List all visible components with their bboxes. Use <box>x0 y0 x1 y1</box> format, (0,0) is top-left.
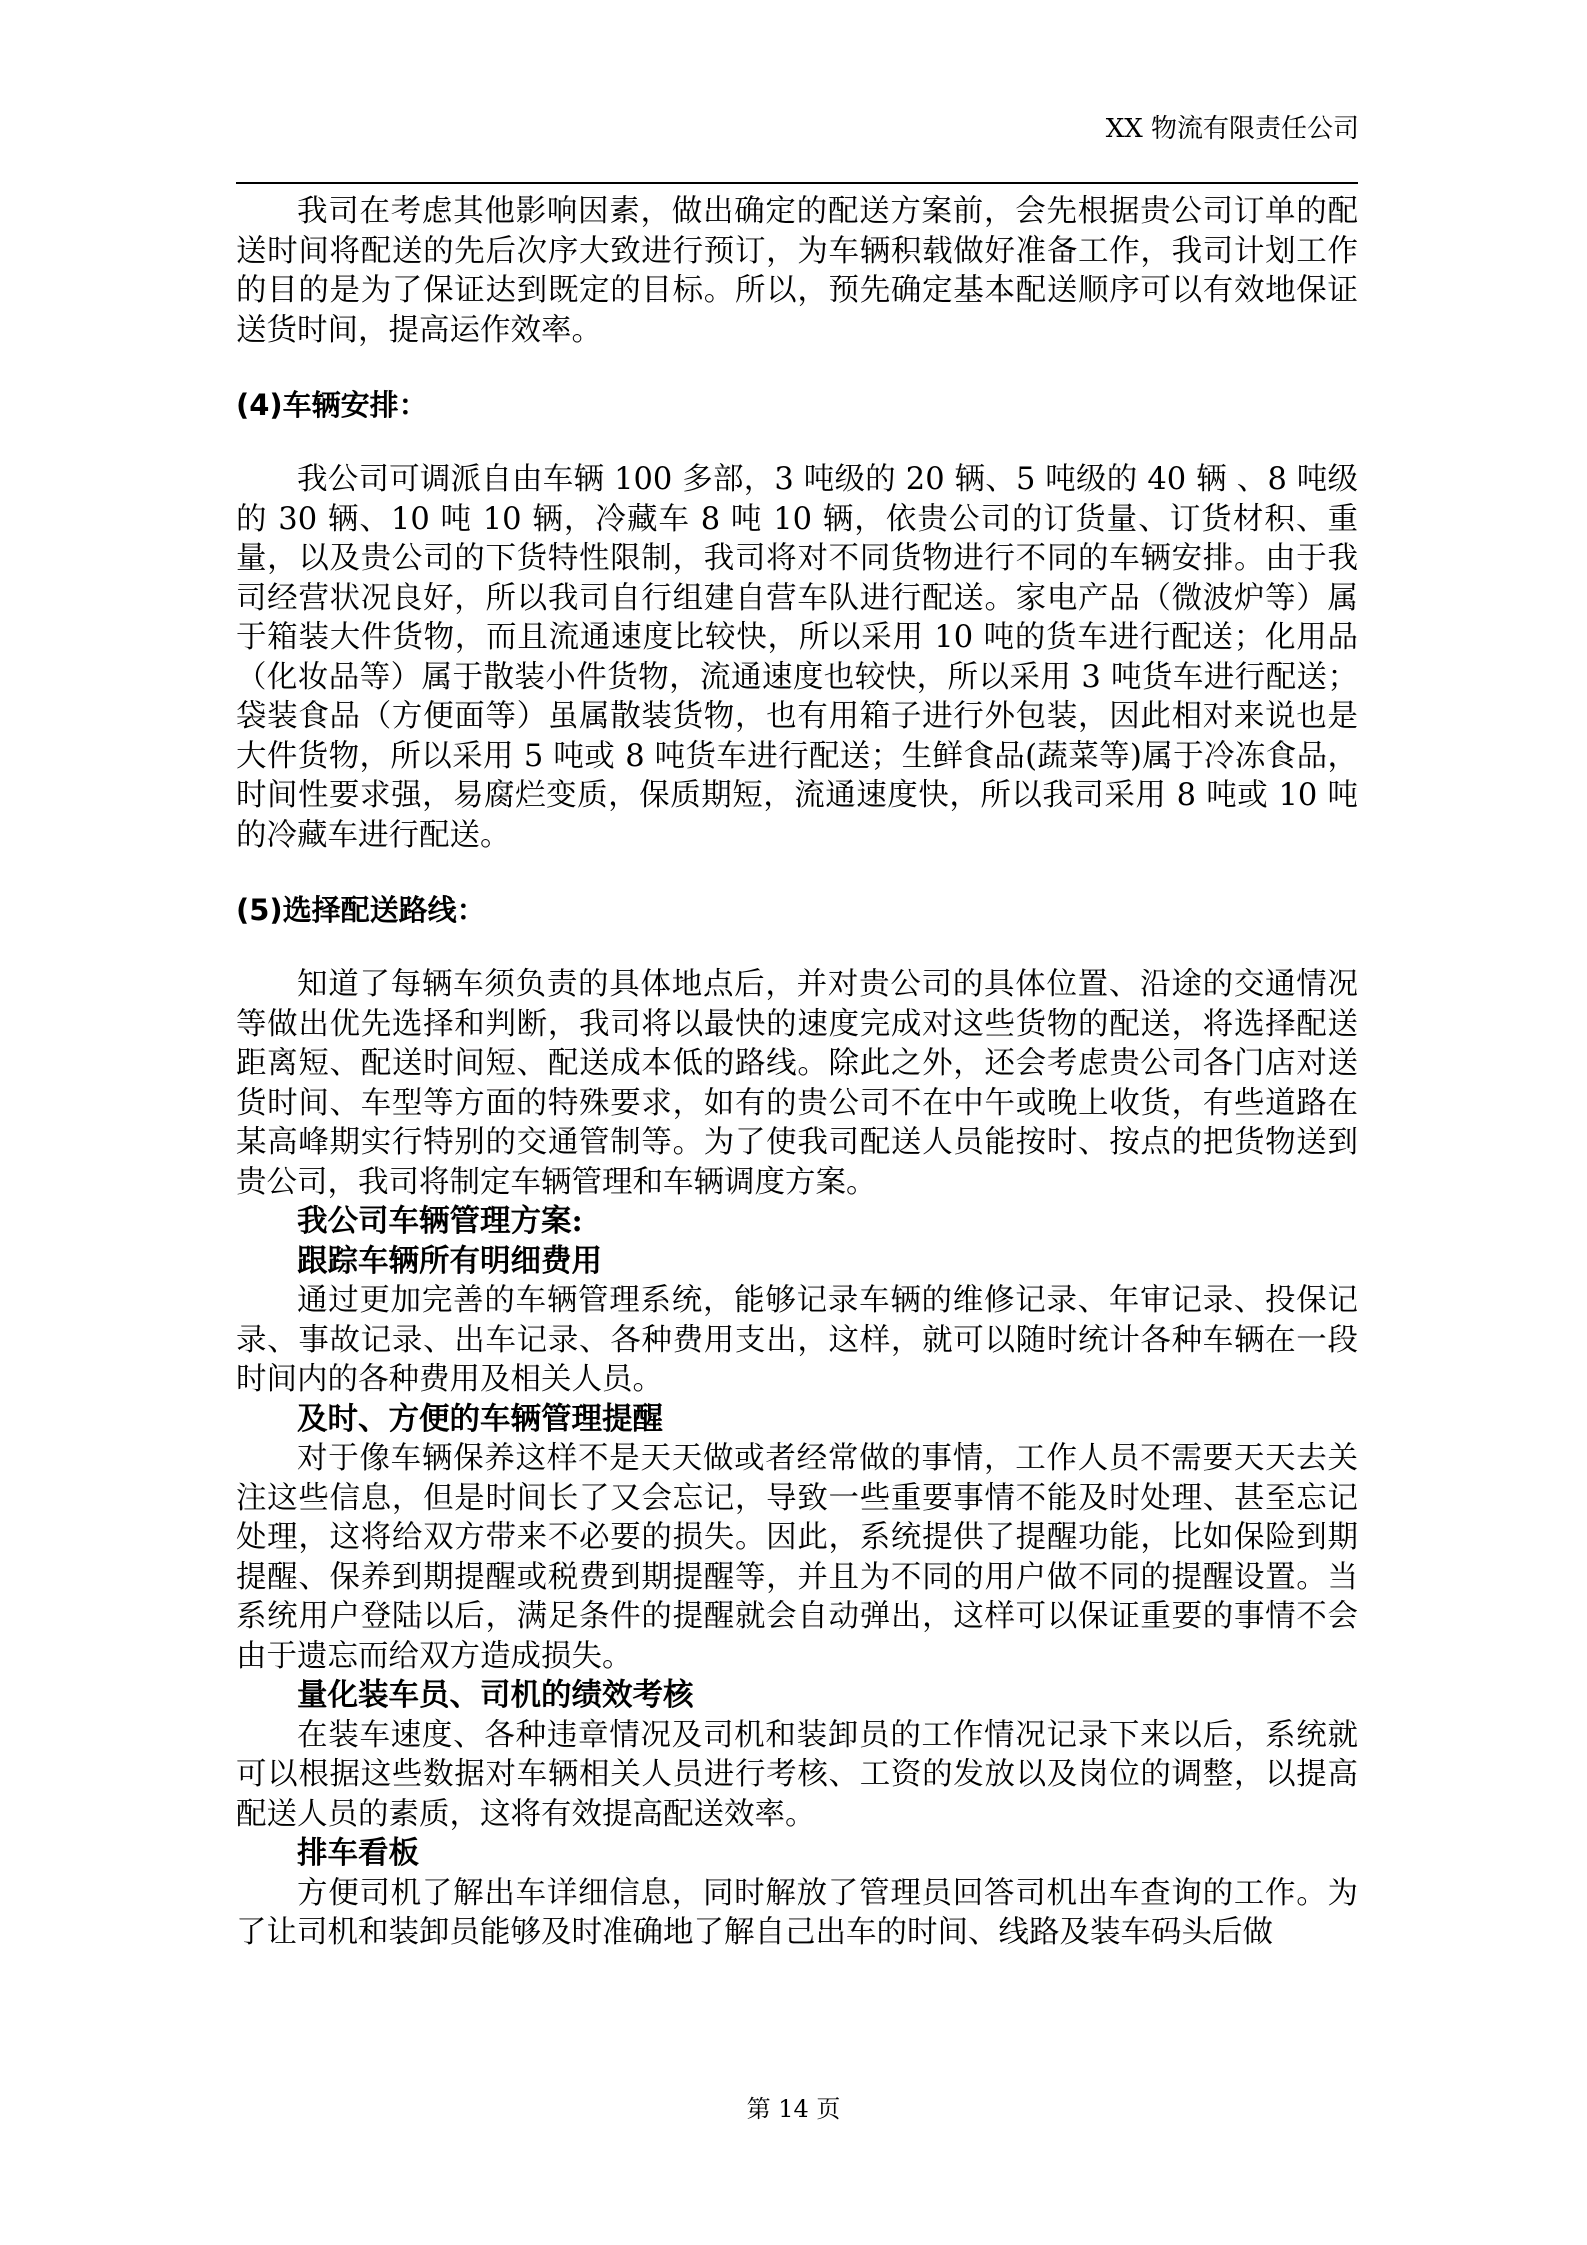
paragraph-delivery-route: 知道了每辆车须负责的具体地点后，并对贵公司的具体位置、沿途的交通情况等做出优先选择和判断，我司将以最快的速度完成对这些货物的配送，将选择配送距离短、配送时间短、配送成本低的路线。除此之外，还会考虑贵公司各门店对送货时间、车型等方面的特殊要求，如有的贵公司不在中午或晚上收货，有些道路在某高峰期实行特别的交通管制等。为了使我司配送人员能按时、按点的把货物送到贵公司，我司将制定车辆管理和车辆调度方案。 <box>236 967 1358 1200</box>
paragraph-vehicle-arrangement: 我公司可调派自由车辆 100 多部，3 吨级的 20 辆、5 吨级的 40 辆 、8 吨级的 30 辆、10 吨 10 辆，冷藏车 8 吨 10 辆，依贵公司的订货量、订货材积、重量，以及贵公司的下货特性限制，我司将对不同货物进行不同的车辆安排。由于我司经营状况良好，所以我司自行组建自营车队进行配送。家电产品（微波炉等）属于箱装大件货物，而且流通速度比较快，所以采用 10 吨的货车进行配送；化用品（化妆品等）属于散装小件货物，流通速度也较快，所以采用 3 吨货车进行配送；袋装食品（方便面等）虽属散装货物，也有用箱子进行外包装，因此相对来说也是大件货物，所以采用 5 吨或 8 吨货车进行配送；生鲜食品(蔬菜等)属于冷冻食品，时间性要求强，易腐烂变质，保质期短，流通速度快，所以我司采用 8 吨或 10 吨的冷藏车进行配送。 <box>236 462 1358 853</box>
page-number: 第 14 页 <box>746 2095 841 2123</box>
subheading-performance-appraisal: 量化装车员、司机的绩效考核 <box>297 1677 694 1713</box>
paragraph-delivery-order: 我司在考虑其他影响因素，做出确定的配送方案前，会先根据贵公司订单的配送时间将配送的先后次序大致进行预订，为车辆积载做好准备工作，我司计划工作的目的是为了保证达到既定的目标。所以，预先确定基本配送顺序可以有效地保证送货时间，提高运作效率。 <box>236 194 1358 348</box>
paragraph-track-vehicle-costs: 通过更加完善的车辆管理系统，能够记录车辆的维修记录、年审记录、投保记录、事故记录、出车记录、各种费用支出，这样，就可以随时统计各种车辆在一段时间内的各种费用及相关人员。 <box>236 1283 1358 1397</box>
paragraph-dispatch-board: 方便司机了解出车详细信息，同时解放了管理员回答司机出车查询的工作。为了让司机和装卸员能够及时准确地了解自己出车的时间、线路及装车码头后做 <box>236 1875 1358 1950</box>
header-divider <box>236 182 1358 184</box>
document-body <box>236 192 1358 1953</box>
subheading-track-vehicle-costs: 跟踪车辆所有明细费用 <box>297 1242 602 1279</box>
subheading-dispatch-board: 排车看板 <box>297 1835 419 1871</box>
page-header-company: XX 物流有限责任公司 <box>1105 114 1359 144</box>
paragraph-vehicle-reminders: 对于像车辆保养这样不是天天做或者经常做的事情，工作人员不需要天天去关注这些信息，但是时间长了又会忘记，导致一些重要事情不能及时处理、甚至忘记处理，这将给双方带来不必要的损失。因此，系统提供了提醒功能，比如保险到期提醒、保养到期提醒或税费到期提醒等，并且为不同的用户做不同的提醒设置。当系统用户登陆以后，满足条件的提醒就会自动弹出，这样可以保证重要的事情不会由于遗忘而给双方造成损失。 <box>236 1441 1358 1674</box>
section-heading-vehicle-arrangement: (4)车辆安排： <box>236 388 428 422</box>
paragraph-performance-appraisal: 在装车速度、各种违章情况及司机和装卸员的工作情况记录下来以后，系统就可以根据这些数据对车辆相关人员进行考核、工资的发放以及岗位的调整，以提高配送人员的素质，这将有效提高配送效率。 <box>236 1717 1358 1832</box>
subheading-vehicle-reminders: 及时、方便的车辆管理提醒 <box>297 1400 663 1437</box>
subheading-vehicle-management-plan: 我公司车辆管理方案: <box>297 1203 583 1239</box>
section-heading-delivery-route: (5)选择配送路线： <box>236 893 486 927</box>
